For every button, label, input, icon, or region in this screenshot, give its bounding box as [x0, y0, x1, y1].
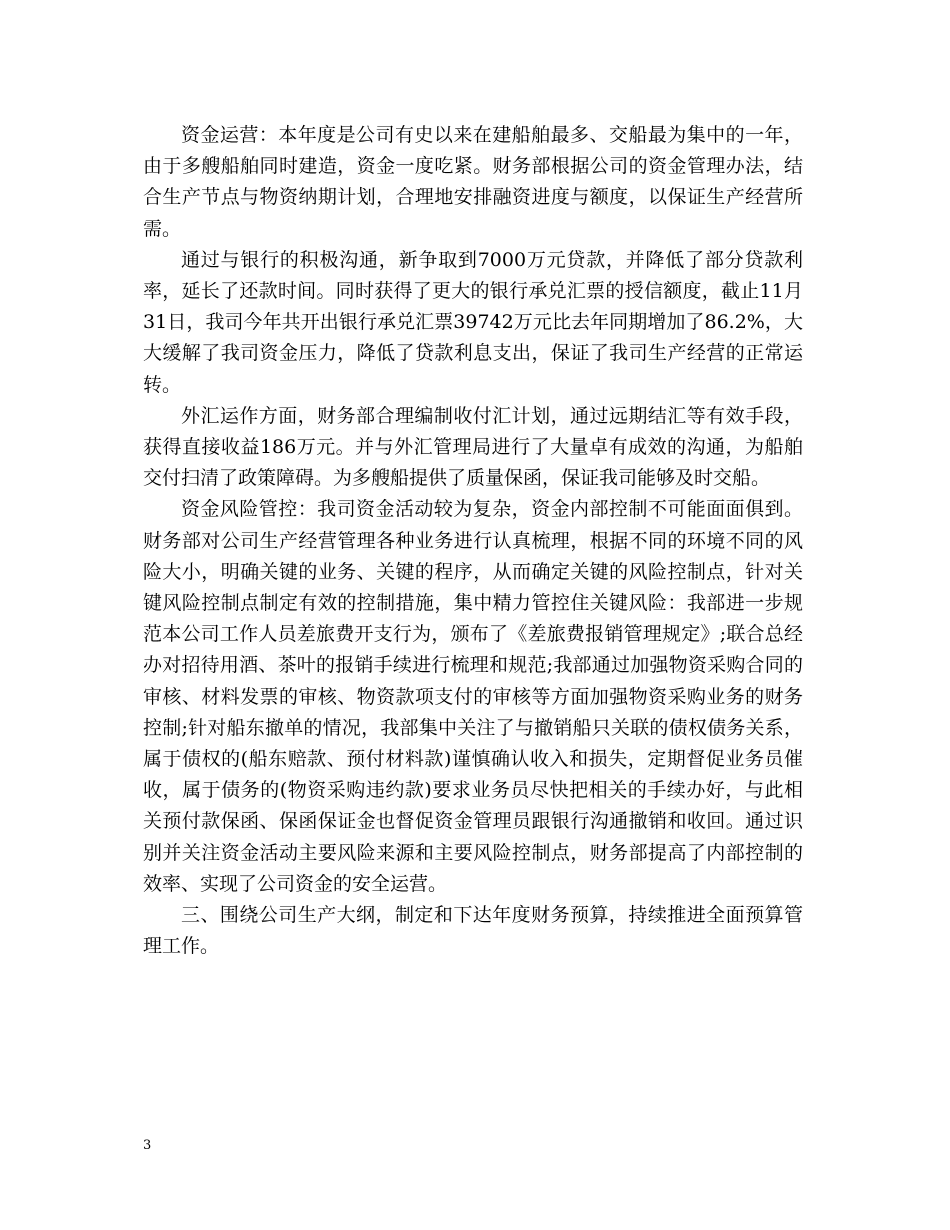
paragraph-fund-operation: 资金运营：本年度是公司有史以来在建船舶最多、交船最为集中的一年，由于多艘船舶同时建造，资金一度吃紧。财务部根据公司的资金管理办法，结合生产节点与物资纳期计划，合理地安排融资进度与额度，以保证生产经营所需。 [143, 124, 803, 240]
page-number: 3 [143, 1138, 152, 1153]
paragraph-budget-management: 三、围绕公司生产大纲，制定和下达年度财务预算，持续推进全面预算管理工作。 [143, 904, 803, 958]
document-body [143, 120, 803, 962]
paragraph-foreign-exchange: 外汇运作方面，财务部合理编制收付汇计划，通过远期结汇等有效手段，获得直接收益186万元。并与外汇管理局进行了大量卓有成效的沟通，为船舶交付扫清了政策障碍。为多艘船提供了质量保函，保证我司能够及时交船。 [143, 404, 803, 490]
paragraph-bank-communication: 通过与银行的积极沟通，新争取到7000万元贷款，并降低了部分贷款利率，延长了还款时间。同时获得了更大的银行承兑汇票的授信额度，截止11月31日，我司今年共开出银行承兑汇票39742万元比去年同期增加了86.2%，大大缓解了我司资金压力，降低了贷款利息支出，保证了我司生产经营的正常运转。 [143, 248, 803, 396]
paragraph-fund-risk-control: 资金风险管控：我司资金活动较为复杂，资金内部控制不可能面面俱到。财务部对公司生产经营管理各种业务进行认真梳理，根据不同的环境不同的风险大小，明确关键的业务、关键的程序，从而确定关键的风险控制点，针对关键风险控制点制定有效的控制措施，集中精力管控住关键风险：我部进一步规范本公司工作人员差旅费开支行为，颁布了《差旅费报销管理规定》;联合总经办对招待用酒、茶叶的报销手续进行梳理和规范;我部通过加强物资采购合同的审核、材料发票的审核、物资款项支付的审核等方面加强物资采购业务的财务控制;针对船东撤单的情况，我部集中关注了与撤销船只关联的债权债务关系，属于债权的(船东赔款、预付材料款)谨慎确认收入和损失，定期督促业务员催收，属于债务的(物资采购违约款)要求业务员尽快把相关的手续办好，与此相关预付款保函、保函保证金也督促资金管理员跟银行沟通撤销和收回。通过识别并关注资金活动主要风险来源和主要风险控制点，财务部提高了内部控制的效率、实现了公司资金的安全运营。 [143, 498, 803, 895]
